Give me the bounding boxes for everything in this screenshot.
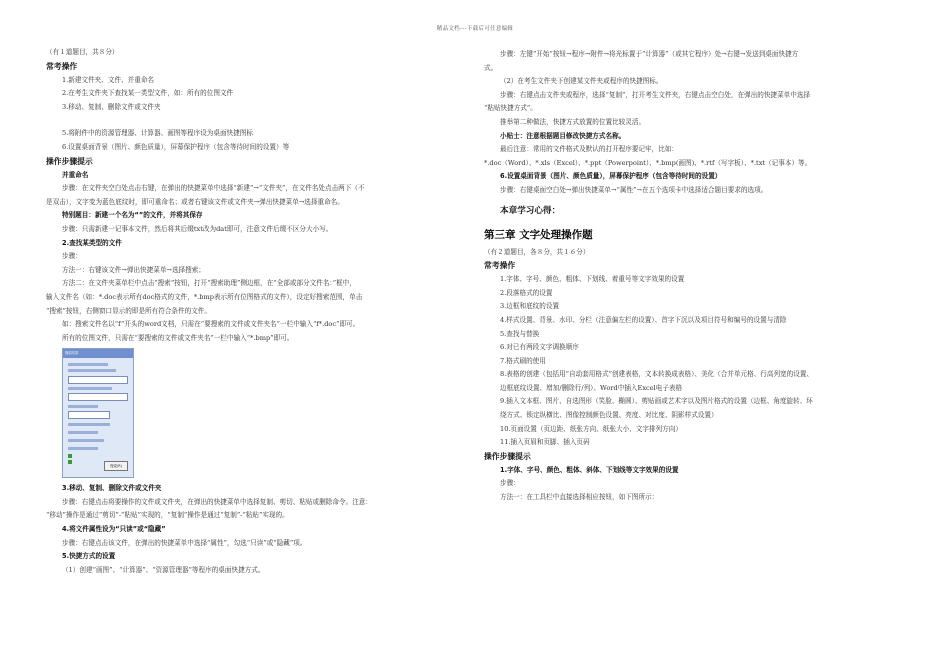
section-heading: 常考操作 [484, 261, 516, 271]
text-line: 方法一：在工具栏中直接选择相应按钮，如下图所示： [500, 493, 659, 502]
text-line: 步骤：在文件夹空白处点击右键，在弹出的快捷菜单中选择“新建”→“文件夹”，在文件名处点击两下（不 [62, 184, 365, 193]
text-line: （有１道题目，共８分） [46, 48, 119, 56]
text-line: 4.样式设置、背景、水印、分栏（注意偏左栏的设置）、首字下沉以及项目符号和编号的设置与清除 [500, 315, 787, 324]
right-text-block [484, 48, 912, 198]
text-line: 步骤：右键桌面空白处→弹出快捷菜单→“属性”→在五个选项卡中选择适合题目要求的选项。 [500, 185, 768, 194]
panel-line [68, 423, 110, 426]
text-line: 步骤： [500, 479, 520, 488]
text-line: 步骤：只需新建一记事本文件，然后将其后缀txt改为dat即可，注意文件后缀不区分大小写。 [62, 224, 333, 233]
search-panel-button: 搜索(R) [104, 461, 128, 471]
panel-line [68, 431, 98, 434]
panel-line [68, 363, 108, 366]
text-line: 方法一：右键该文件→弹出快捷菜单→选择搜索； [62, 265, 205, 274]
search-panel-title: 搜索结果 [63, 349, 133, 358]
section-heading: 操作步骤提示 [46, 156, 93, 166]
text-line: 2.段落格式的设置 [500, 288, 553, 297]
text-line: 9.插入文本框、图片、自选图形（笑脸、椭圆）、剪贴画或艺术字以及图片格式的设置（边框、角度旋转、环 [500, 397, 813, 406]
text-line: （1）创建“画图”、“计算器”、“资源管理器”等程序的桌面快捷方式。 [62, 565, 265, 574]
left-text-block [46, 46, 466, 345]
page-header: 精品文档---下载后可任意编辑 [436, 26, 514, 32]
text-line: 10.页面设置（页边距、纸张方向、纸张大小、文字排列方向） [500, 424, 682, 433]
text-line: 11.插入页眉和页脚、插入页码 [500, 438, 590, 447]
text-line: 3.移动、复制、删除文件或文件夹 [62, 102, 161, 111]
text-line: 方法二：在文件夹菜单栏中点击“搜索”按钮，打开“搜索助理”侧边框，在“全部或部分文件名：”框中， [62, 279, 356, 288]
panel-line [68, 447, 98, 450]
checkbox-icon [68, 454, 72, 458]
text-line: 步骤：右键点击将要操作的文件或文件夹，在弹出的快捷菜单中选择复制、剪切、粘贴或删除命令。注意： [62, 497, 372, 506]
chapter-title: 第三章 文字处理操作题 [484, 228, 593, 241]
text-line: 6.对已有两段文字调换顺序 [500, 343, 579, 352]
text-line: 7.格式刷的使用 [500, 356, 546, 365]
text-line: 输入文件名（如：*.doc表示所有doc格式的文件，*.bmp表示所有位图格式的文件），设定好搜索范围，单击 [46, 292, 363, 301]
text-line: “粘贴快捷方式”。 [484, 104, 537, 113]
text-line: “搜索”按钮，右侧窗口显示的即是所有符合条件的文件。 [46, 306, 211, 315]
subsection-heading: 特别题目：新建一个名为“”的文件，并将其保存 [62, 211, 203, 220]
subsection-heading: 5.快捷方式的设置 [62, 552, 116, 561]
panel-scope-box [68, 411, 110, 419]
text-line: 如：搜索文件名以“f”开头的word文档，只需在“要搜索的文件或文件夹名”一栏中输入“f*.doc”即可。 [62, 320, 360, 329]
text-line: 推举第二种做法，快捷方式放置的位置比较灵活。 [500, 117, 646, 126]
panel-line [68, 369, 116, 372]
text-line: 5.将附件中的资源管理器、计算器、画图等程序设为桌面快捷图标 [62, 129, 253, 138]
text-line: 1.字体、字号、颜色、粗体、下划线、着重号等文字效果的设置 [500, 275, 685, 284]
text-line: 最后注意：常用的文件格式及默认的打开程序要记牢，比如： [500, 145, 679, 154]
subsection-heading: 4.将文件属性设为“只读”或“隐藏” [62, 525, 166, 534]
subsection-heading: 并重命名 [62, 170, 89, 179]
text-line: 是双击），文字变为蓝色底纹时，即可重命名；或者右键该文件或文件夹→弹出快捷菜单→选择重命名。 [46, 197, 344, 206]
panel-line [68, 405, 98, 408]
subsection-heading: 2.查找某类型的文件 [62, 238, 122, 247]
panel-filename-box [68, 376, 128, 384]
search-panel-screenshot [62, 348, 134, 478]
subsection-heading: 6.设置桌面背景（图片、颜色质量），屏幕保护程序（包含等待时间的设置） [500, 172, 722, 181]
text-line: 步骤：右键点击该文件，在弹出的快捷菜单中选择“属性”，勾选“只读”或“隐藏”项。 [62, 538, 307, 547]
text-line: （有２道题目，各８分，共１６分） [484, 247, 590, 256]
subsection-heading: 小贴士：注意根据题目修改快捷方式名称。 [500, 131, 626, 140]
chapter-summary-heading: 本章学习心得： [500, 205, 561, 216]
text-line: 步骤： [62, 252, 82, 261]
subsection-heading: 3.移动、复制、删除文件或文件夹 [62, 484, 162, 493]
subsection-heading: 1.字体、字号、颜色、粗体、斜体、下划线等文字效果的设置 [500, 465, 679, 474]
text-line: 步骤：左键“开始”按钮→程序→附件→将光标置于“计算器”（或其它程序）处→右键→发送到桌面快捷方 [500, 50, 799, 58]
text-line: 6.设置桌面背景（图片、颜色质量），屏幕保护程序（包含等待时间的设置）等 [62, 142, 290, 151]
text-line: 3.边框和底纹的设置 [500, 302, 560, 311]
right-column [484, 48, 912, 505]
text-line: *.doc（Word）、*.xls（Excel）、*.ppt（Powerpoint）、*.bmp(画图)、*.rtf（写字板）、*.txt（记事本）等。 [484, 158, 812, 167]
text-line: 5.查找与替换 [500, 329, 540, 338]
text-line: 1.新建文件夹、文件、并重命名 [62, 75, 155, 84]
text-line: 边框底纹设置、增加/删除行/列）、Word中插入Excel电子表格 [500, 383, 683, 392]
text-line: 式。 [484, 63, 498, 72]
left-column [46, 46, 466, 577]
text-line: “移动”操作是通过“剪切”-“粘贴”实现的，“复制”操作是通过“复制”-“粘贴”实现的。 [46, 511, 289, 520]
text-line: 步骤：右键点击文件夹或程序，选择“复制”，打开考生文件夹，右键点击空白处，在弹出的快捷菜单中选择 [500, 90, 811, 99]
left-text-block-2 [46, 482, 466, 577]
text-line: 所有的位图文件，只需在“要搜索的文件或文件夹名”一栏中输入“*.bmp”即可。 [62, 333, 294, 342]
checkbox-icon [68, 460, 72, 464]
text-line: 绕方式、锁定纵横比、图像控制颜色设置、亮度、对比度、阴影样式设置） [500, 411, 718, 420]
panel-line [68, 439, 104, 442]
text-line: 2.在考生文件夹下查找某一类型文件，如：所有的位图文件 [62, 89, 234, 98]
section-heading: 常考操作 [46, 61, 78, 71]
right-text-block-2 [484, 246, 912, 505]
text-line: （2）在考生文件夹下创建某文件夹或程序的快捷图标。 [500, 77, 663, 86]
blank-line [46, 114, 466, 127]
panel-text-box [68, 393, 128, 401]
text-line: 8.表格的创建（包括用“自动套用格式”创建表格，文本转换成表格）、美化（合并单元格、行高列宽的设置、 [500, 370, 814, 379]
panel-line [68, 387, 112, 390]
section-heading: 操作步骤提示 [484, 451, 531, 461]
